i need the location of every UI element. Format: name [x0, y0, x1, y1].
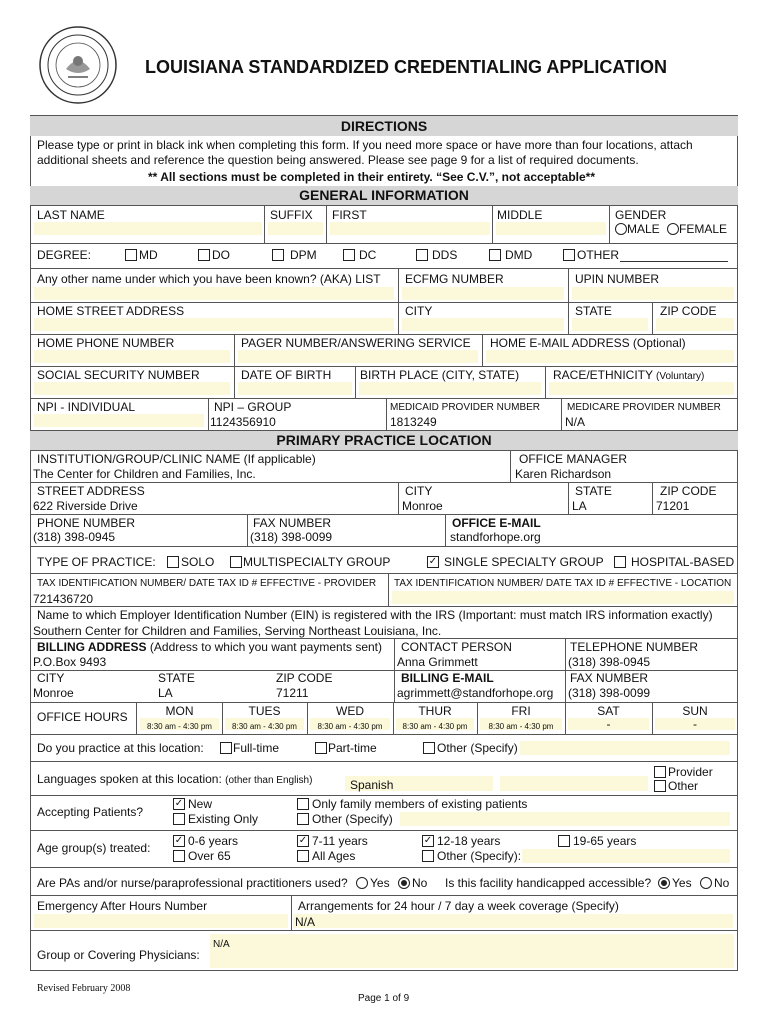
practice-fax-label: FAX NUMBER	[253, 516, 332, 530]
lang-other-checkbox[interactable]	[654, 780, 666, 792]
age-other-label: Other (Specify):	[437, 849, 522, 863]
age-all-label: All Ages	[312, 849, 356, 863]
languages-value[interactable]: Spanish	[350, 778, 394, 792]
age-other-checkbox[interactable]	[422, 850, 434, 862]
middle-name-field[interactable]	[496, 222, 606, 235]
accept-family-label: Only family members of existing patients	[312, 797, 528, 811]
home-phone-label: HOME PHONE NUMBER	[37, 336, 175, 350]
practice-multi-checkbox[interactable]	[230, 556, 242, 568]
suffix-label: SUFFIX	[270, 208, 313, 222]
fulltime-checkbox[interactable]	[220, 742, 232, 754]
age-12-18-checkbox[interactable]: ✓	[423, 835, 433, 846]
ein-value[interactable]: Southern Center for Children and Families, Serving Northeast Louisiana, Inc.	[33, 624, 442, 638]
ssn-field[interactable]	[34, 382, 230, 395]
age-7-11-label: 7-11 years	[312, 834, 368, 848]
emergency-label: Emergency After Hours Number	[37, 899, 208, 913]
degree-dmd-label: DMD	[505, 248, 533, 262]
practice-street-label: STREET ADDRESS	[37, 484, 145, 498]
ssn-label: SOCIAL SECURITY NUMBER	[37, 368, 200, 382]
practice-hospital-label: HOSPITAL-BASED	[631, 555, 735, 569]
billing-city-value[interactable]: Monroe	[33, 686, 74, 700]
hours-day-sat: SAT	[597, 704, 620, 718]
practice-multi-label: MULTISPECIALTY GROUP	[243, 555, 391, 569]
hours-value-fri[interactable]: 8:30 am - 4:30 pm	[488, 722, 554, 731]
billing-zip-value[interactable]: 71211	[276, 686, 309, 700]
gender-female-radio[interactable]	[667, 223, 679, 235]
practice-single-checkbox[interactable]: ✓	[428, 556, 438, 567]
aka-label: Any other name under which you have been known? (AKA) LIST	[37, 272, 381, 286]
practice-other-field[interactable]	[520, 741, 730, 755]
age-12-18-label: 12-18 years	[437, 834, 501, 848]
practice-street-value[interactable]: 622 Riverside Drive	[33, 499, 138, 513]
age-other-field[interactable]	[522, 849, 730, 863]
practice-other-checkbox[interactable]	[423, 742, 435, 754]
arrangements-field[interactable]	[293, 914, 733, 928]
home-email-field[interactable]	[486, 350, 734, 363]
covering-value[interactable]: N/A	[213, 939, 230, 950]
degree-md-label: MD	[139, 248, 158, 262]
degree-dc-checkbox[interactable]	[343, 249, 355, 261]
hours-value-wed[interactable]: 8:30 am - 4:30 pm	[317, 722, 383, 731]
billing-state-label: STATE	[158, 671, 195, 685]
office-email-value[interactable]: standforhope.org	[450, 530, 541, 544]
hc-yes-label: Yes	[672, 876, 692, 890]
billing-email-label: BILLING E-MAIL	[401, 671, 494, 685]
practice-city-value[interactable]: Monroe	[402, 499, 443, 513]
billing-email-value[interactable]: agrimmett@standforhope.org	[397, 686, 554, 700]
practice-state-value[interactable]: LA	[572, 499, 587, 513]
pa-no-label: No	[412, 876, 428, 890]
covering-field[interactable]	[210, 934, 734, 968]
hc-no-radio[interactable]	[700, 877, 712, 889]
hours-value-thur[interactable]: 8:30 am - 4:30 pm	[402, 722, 468, 731]
npi-group-label: NPI – GROUP	[214, 400, 292, 414]
degree-dds-label: DDS	[432, 248, 458, 262]
practice-other-label: Other (Specify)	[437, 741, 518, 755]
medicare-label: MEDICARE PROVIDER NUMBER	[567, 402, 721, 413]
practice-zip-label: ZIP CODE	[660, 484, 717, 498]
pa-yes-label: Yes	[370, 876, 390, 890]
age-0-6-checkbox[interactable]: ✓	[174, 835, 184, 846]
page-number: Page 1 of 9	[358, 993, 410, 1004]
general-heading: GENERAL INFORMATION	[30, 186, 738, 205]
practice-phone-label: PHONE NUMBER	[37, 516, 136, 530]
languages-field-2[interactable]	[500, 776, 648, 791]
directions-line-1: Please type or print in black ink when completing this form. If you need more space or have more than four locations, attach	[37, 138, 693, 152]
practice-zip-value[interactable]: 71201	[656, 499, 690, 513]
hours-value-sun[interactable]: -	[693, 717, 697, 731]
billing-label	[37, 640, 382, 654]
handicap-question: Is this facility handicapped accessible?	[445, 876, 652, 890]
practice-solo-checkbox[interactable]	[167, 556, 179, 568]
degree-do-checkbox[interactable]	[198, 249, 210, 261]
birth-place-label: BIRTH PLACE (CITY, STATE)	[360, 368, 520, 382]
contact-value[interactable]: Anna Grimmett	[397, 655, 478, 669]
fulltime-label: Full-time	[233, 741, 280, 755]
age-over-65-checkbox[interactable]	[173, 850, 185, 862]
accept-existing-label: Existing Only	[188, 812, 259, 826]
home-street-label: HOME STREET ADDRESS	[37, 304, 185, 318]
ein-label: Name to which Employer Identification Number (EIN) is registered with the IRS (Important: must match IRS information exactly)	[37, 608, 713, 622]
directions-line-2: additional sheets and reference the question being answered. Please see page 9 for a list of required documents.	[37, 153, 639, 167]
billing-value[interactable]: P.O.Box 9493	[33, 655, 107, 669]
home-zip-field[interactable]	[656, 318, 734, 331]
state-seal	[38, 25, 118, 105]
gender-female-label: FEMALE	[679, 222, 728, 236]
middle-name-label: MIDDLE	[497, 208, 543, 222]
practice-city-label: CITY	[405, 484, 433, 498]
home-phone-field[interactable]	[34, 350, 230, 363]
npi-individual-label: NPI - INDIVIDUAL	[37, 400, 136, 414]
pager-label: PAGER NUMBER/ANSWERING SERVICE	[241, 336, 471, 350]
practice-fax-value[interactable]: (318) 398-0099	[250, 530, 333, 544]
accept-family-checkbox[interactable]	[297, 798, 309, 810]
degree-dc-label: DC	[359, 248, 377, 262]
tin-location-field[interactable]	[392, 591, 734, 604]
degree-other-line[interactable]	[620, 261, 728, 262]
accept-existing-checkbox[interactable]	[173, 813, 185, 825]
degree-other-checkbox[interactable]	[563, 249, 575, 261]
pa-yes-radio[interactable]	[356, 877, 368, 889]
billing-fax-value[interactable]: (318) 398-0099	[568, 686, 651, 700]
home-zip-label: ZIP CODE	[660, 304, 717, 318]
hours-day-tues: TUES	[248, 704, 281, 718]
practice-type-label: TYPE OF PRACTICE:	[37, 555, 156, 569]
telephone-label: TELEPHONE NUMBER	[570, 640, 699, 654]
race-field[interactable]	[549, 382, 734, 395]
degree-md-checkbox[interactable]	[125, 249, 137, 261]
race-note: (Voluntary)	[656, 371, 705, 382]
tin-provider-label: TAX IDENTIFICATION NUMBER/ DATE TAX ID # EFFECTIVE - PROVIDER	[37, 578, 377, 589]
degree-dpm-label: DPM	[290, 248, 317, 262]
home-city-label: CITY	[405, 304, 433, 318]
practice-phone-value[interactable]: (318) 398-0945	[33, 530, 116, 544]
first-name-label: FIRST	[332, 208, 367, 222]
institution-label: INSTITUTION/GROUP/CLINIC NAME (If applicable)	[37, 452, 316, 466]
billing-label-bold: BILLING ADDRESS	[37, 640, 147, 654]
arrangements-value[interactable]: N/A	[295, 915, 316, 929]
lang-other-label: Other	[668, 779, 699, 793]
ecfmg-field[interactable]	[402, 287, 564, 300]
pa-no-radio[interactable]	[398, 877, 410, 889]
billing-zip-label: ZIP CODE	[276, 671, 333, 685]
page-title: LOUISIANA STANDARDIZED CREDENTIALING APPLICATION	[145, 57, 667, 77]
hours-day-thur: THUR	[418, 704, 452, 718]
gender-male-radio[interactable]	[615, 223, 627, 235]
hours-day-mon: MON	[165, 704, 194, 718]
accept-other-label: Other (Specify)	[312, 812, 393, 826]
dob-field[interactable]	[238, 382, 352, 395]
degree-dmd-checkbox[interactable]	[489, 249, 501, 261]
accept-other-checkbox[interactable]	[297, 813, 309, 825]
office-hours-label: OFFICE HOURS	[37, 710, 128, 724]
parttime-checkbox[interactable]	[315, 742, 327, 754]
age-19-65-label: 19-65 years	[573, 834, 637, 848]
hours-value-tues[interactable]: 8:30 am - 4:30 pm	[232, 722, 297, 731]
gender-male-label: MALE	[627, 222, 660, 236]
age-over-65-label: Over 65	[188, 849, 231, 863]
parttime-label: Part-time	[328, 741, 377, 755]
billing-note: (Address to which you want payments sent)	[149, 640, 383, 654]
covering-label: Group or Covering Physicians:	[37, 948, 200, 962]
directions-line-3: ** All sections must be completed in their entirety. “See C.V.”, not acceptable**	[148, 170, 596, 184]
hours-day-fri: FRI	[511, 704, 531, 718]
degree-do-label: DO	[212, 248, 230, 262]
ecfmg-label: ECFMG NUMBER	[405, 272, 504, 286]
institution-value[interactable]: The Center for Children and Families, Inc.	[33, 467, 256, 481]
practice-at-location-label: Do you practice at this location:	[37, 741, 204, 755]
billing-state-value[interactable]: LA	[158, 686, 173, 700]
hc-no-label: No	[714, 876, 730, 890]
tin-location-label: TAX IDENTIFICATION NUMBER/ DATE TAX ID # EFFECTIVE - LOCATION	[394, 578, 732, 589]
practice-solo-label: SOLO	[181, 555, 215, 569]
billing-city-label: CITY	[37, 671, 65, 685]
hours-value-mon[interactable]: 8:30 am - 4:30 pm	[147, 722, 212, 731]
home-city-field[interactable]	[402, 318, 564, 331]
dob-label: DATE OF BIRTH	[241, 368, 332, 382]
home-state-field[interactable]	[572, 318, 648, 331]
age-all-checkbox[interactable]	[297, 850, 309, 862]
age-groups-label: Age group(s) treated:	[37, 841, 151, 855]
hours-day-sun: SUN	[682, 704, 708, 718]
npi-individual-field[interactable]	[34, 414, 204, 427]
hc-yes-radio[interactable]	[658, 877, 670, 889]
office-email-label: OFFICE E-MAIL	[452, 516, 541, 530]
telephone-value[interactable]: (318) 398-0945	[568, 655, 651, 669]
provider-label: Provider	[668, 765, 713, 779]
degree-dpm-checkbox[interactable]	[272, 249, 284, 261]
medicaid-value[interactable]: 1813249	[390, 415, 437, 429]
languages-note: (other than English)	[225, 775, 313, 786]
first-name-field[interactable]	[330, 222, 490, 235]
degree-other-label: OTHER	[577, 248, 619, 262]
billing-fax-label: FAX NUMBER	[570, 671, 649, 685]
birth-place-field[interactable]	[359, 382, 541, 395]
degree-dds-checkbox[interactable]	[416, 249, 428, 261]
practice-heading: PRIMARY PRACTICE LOCATION	[30, 431, 738, 450]
languages-label	[37, 772, 312, 788]
arrangements-label: Arrangements for 24 hour / 7 day a week coverage (Specify)	[298, 899, 619, 913]
practice-state-label: STATE	[575, 484, 612, 498]
home-state-label: STATE	[575, 304, 612, 318]
practice-single-label: SINGLE SPECIALTY GROUP	[444, 555, 604, 569]
last-name-label: LAST NAME	[37, 208, 105, 222]
suffix-field[interactable]	[268, 222, 323, 235]
tin-value[interactable]: 721436720	[33, 592, 94, 606]
gender-label: GENDER	[615, 208, 667, 222]
accept-new-label: New	[188, 797, 213, 811]
npi-group-value[interactable]: 1124356910	[210, 415, 276, 429]
degree-label: DEGREE:	[37, 248, 92, 262]
pa-question: Are PAs and/or nurse/paraprofessional practitioners used?	[37, 876, 348, 890]
last-name-field[interactable]	[34, 222, 262, 235]
upin-label: UPIN NUMBER	[575, 272, 660, 286]
age-19-65-checkbox[interactable]	[558, 835, 570, 847]
upin-field[interactable]	[572, 287, 734, 300]
hours-value-sat[interactable]: -	[606, 717, 611, 731]
medicare-value[interactable]: N/A	[565, 415, 586, 429]
contact-label: CONTACT PERSON	[401, 640, 512, 654]
pager-field[interactable]	[238, 350, 478, 363]
emergency-field[interactable]	[34, 914, 288, 928]
hours-day-wed: WED	[336, 704, 364, 718]
medicaid-label: MEDICAID PROVIDER NUMBER	[390, 402, 541, 413]
revised-date: Revised February 2008	[37, 983, 131, 994]
provider-checkbox[interactable]	[654, 766, 666, 778]
accept-other-field[interactable]	[400, 812, 730, 826]
home-street-field[interactable]	[34, 318, 394, 331]
aka-field[interactable]	[34, 287, 394, 300]
practice-hospital-checkbox[interactable]	[614, 556, 626, 568]
office-manager-label: OFFICE MANAGER	[519, 452, 628, 466]
accepting-label: Accepting Patients?	[37, 805, 144, 819]
accept-new-checkbox[interactable]: ✓	[174, 798, 184, 809]
age-7-11-checkbox[interactable]: ✓	[298, 835, 308, 846]
languages-label-text: Languages spoken at this location:	[37, 772, 222, 786]
age-0-6-label: 0-6 years	[188, 834, 239, 848]
race-label: RACE/ETHNICITY	[553, 368, 654, 382]
directions-heading: DIRECTIONS	[30, 116, 738, 136]
office-manager-value[interactable]: Karen Richardson	[515, 467, 612, 481]
home-email-label: HOME E-MAIL ADDRESS (Optional)	[490, 336, 686, 350]
